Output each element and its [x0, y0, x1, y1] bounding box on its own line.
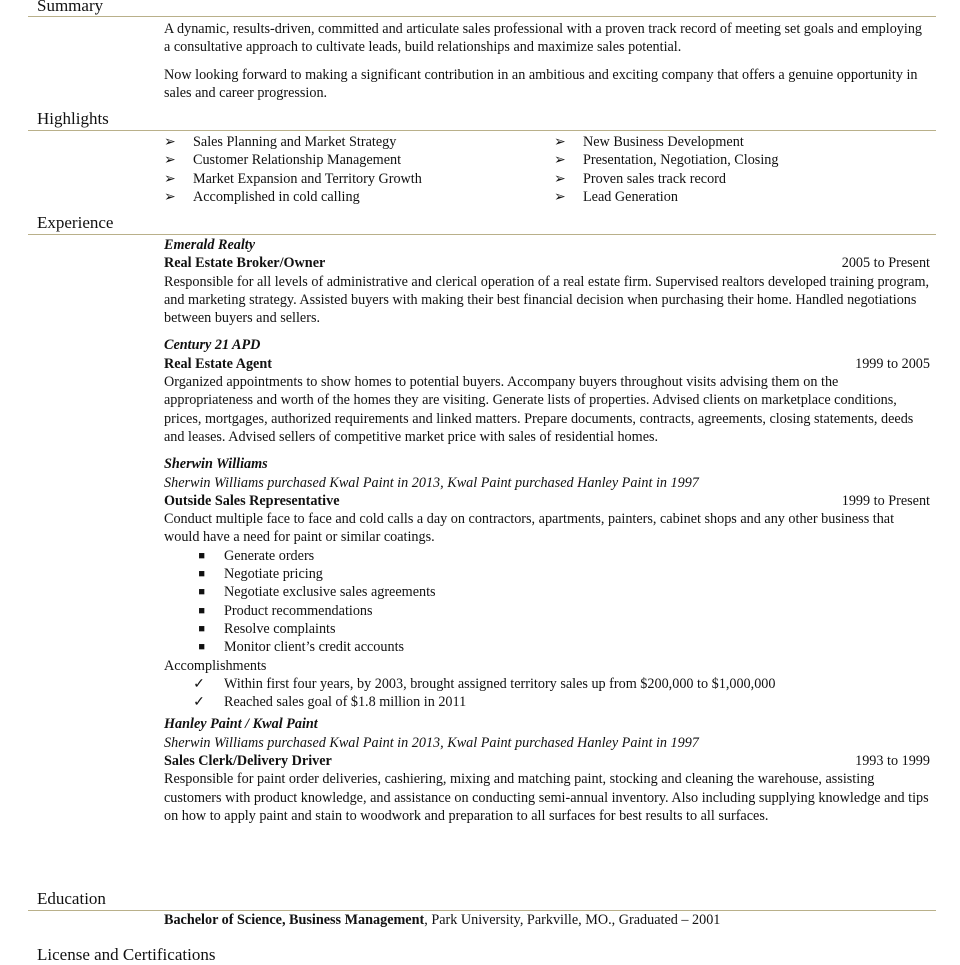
- education-block: [164, 911, 930, 929]
- list-item: ■ Resolve complaints: [164, 620, 930, 638]
- degree: Bachelor of Science, Business Management: [164, 912, 425, 928]
- square-bullet-icon: ■: [198, 549, 205, 562]
- list-item: ■ Monitor client’s credit accounts: [164, 638, 930, 656]
- highlight-item: ➢ Sales Planning and Market Strategy: [164, 134, 397, 150]
- highlight-item: ➢ Accomplished in cold calling: [164, 188, 360, 205]
- square-bullet-icon: ■: [198, 641, 205, 654]
- highlight-item: ➢ Proven sales track record: [554, 170, 726, 187]
- highlights-right-column: [554, 133, 778, 206]
- job-title: Real Estate Agent: [164, 355, 272, 372]
- section-title-summary: Summary: [37, 0, 104, 15]
- job-dates: 1999 to 2005: [855, 355, 930, 372]
- section-divider: [28, 234, 936, 235]
- list-item: ■ Product recommendations: [164, 602, 930, 620]
- summary-block: [164, 20, 930, 102]
- highlights-left-column: [164, 133, 422, 206]
- list-item: ■ Generate orders: [164, 547, 930, 565]
- duties-list: [164, 547, 930, 657]
- section-title-education: Education: [37, 889, 106, 908]
- job-title: Outside Sales Representative: [164, 492, 340, 509]
- section-divider: [28, 130, 936, 131]
- job-description: Responsible for paint order deliveries, cashiering, mixing and matching paint, stocking and cleaning the warehouse, assisting customers with product knowledge, and assistance on conducting semi-annual inventory. Also including supplying knowledge and tips on how to apply paint and stain to woodwork and preparation to all surfaces for best results to all surfaces.: [164, 771, 929, 824]
- job-dates: 1993 to 1999: [855, 753, 930, 770]
- job-description: Responsible for all levels of administrative and clerical operation of a real estate firm. Supervised realtors developed training program, and marketing strategy. Assisted buyers with making their best financial decision when purchasing their home. Handled negotiations between buyers and sellers.: [164, 273, 930, 327]
- company-name: Century 21 APD: [164, 337, 261, 354]
- square-bullet-icon: ■: [198, 586, 205, 599]
- company-note: Sherwin Williams purchased Kwal Paint in 2013, Kwal Paint purchased Hanley Paint in 1997: [164, 734, 699, 751]
- job-entry: [164, 236, 930, 327]
- checkmark-icon: ✓: [193, 694, 205, 711]
- square-bullet-icon: ■: [198, 568, 205, 581]
- square-bullet-icon: ■: [198, 604, 205, 617]
- square-bullet-icon: ■: [198, 622, 205, 635]
- highlight-item: ➢ Customer Relationship Management: [164, 152, 402, 169]
- arrow-bullet-icon: ➢: [164, 152, 176, 169]
- summary-paragraph-2: Now looking forward to making a significant contribution in an ambitious and exciting company that offers a genuine opportunity in sales and career progression.: [164, 66, 918, 101]
- arrow-bullet-icon: ➢: [554, 188, 566, 205]
- experience-block: [164, 236, 930, 825]
- checkmark-icon: ✓: [193, 675, 205, 692]
- arrow-bullet-icon: ➢: [554, 134, 566, 150]
- summary-paragraph-1: A dynamic, results-driven, committed and articulate sales professional with a proven track record of meeting set goals and employing a consultative approach to cultivate leads, build relationships and maximize sales potential.: [164, 21, 923, 56]
- section-divider: [28, 16, 936, 17]
- highlight-item: ➢ New Business Development: [554, 134, 744, 150]
- education-details: , Park University, Parkville, MO., Graduated – 2001: [424, 912, 721, 928]
- section-title-experience: Experience: [37, 213, 114, 232]
- arrow-bullet-icon: ➢: [554, 170, 566, 187]
- highlight-item: ➢ Presentation, Negotiation, Closing: [554, 152, 779, 169]
- arrow-bullet-icon: ➢: [164, 134, 176, 150]
- job-title: Real Estate Broker/Owner: [164, 255, 326, 272]
- list-item: ■ Negotiate pricing: [164, 565, 930, 583]
- arrow-bullet-icon: ➢: [164, 170, 176, 187]
- job-entry: [164, 455, 930, 711]
- company-name: Sherwin Williams: [164, 456, 268, 473]
- job-description: Organized appointments to show homes to potential buyers. Accompany buyers throughout visits advising them on the appropriateness and worth of the homes they are visiting. Generate lists of properties. Advised clients on marketplace conditions, prices, mortgages, authorized requirements and linked matters. Prepare documents, contracts, agreements, closing statements, deeds and leases. Advised sellers of competitive market price with sales of residential homes.: [164, 374, 914, 445]
- highlight-item: ➢ Lead Generation: [554, 188, 678, 205]
- section-title-highlights: Highlights: [37, 109, 109, 128]
- arrow-bullet-icon: ➢: [554, 152, 566, 169]
- company-note: Sherwin Williams purchased Kwal Paint in 2013, Kwal Paint purchased Hanley Paint in 1997: [164, 474, 699, 491]
- job-entry: [164, 336, 930, 446]
- company-name: Emerald Realty: [164, 237, 256, 253]
- job-description: Conduct multiple face to face and cold calls a day on contractors, apartments, painters, cabinet shops and any other business that would have a need for paint or similar coatings.: [164, 511, 895, 546]
- highlight-item: ➢ Market Expansion and Territory Growth: [164, 170, 422, 187]
- accomplishments-label: Accomplishments: [164, 657, 267, 674]
- arrow-bullet-icon: ➢: [164, 188, 176, 205]
- job-title: Sales Clerk/Delivery Driver: [164, 753, 332, 770]
- list-item: ✓ Reached sales goal of $1.8 million in 2011: [164, 693, 930, 711]
- job-entry: [164, 715, 930, 825]
- job-dates: 2005 to Present: [841, 255, 930, 272]
- accomplishments-list: [164, 675, 930, 712]
- job-dates: 1999 to Present: [841, 492, 930, 509]
- list-item: ✓ Within first four years, by 2003, brought assigned territory sales up from $200,000 to $1,000,000: [164, 675, 930, 693]
- section-title-license: License and Certifications: [37, 945, 216, 964]
- list-item: ■ Negotiate exclusive sales agreements: [164, 583, 930, 601]
- company-name: Hanley Paint / Kwal Paint: [164, 716, 318, 733]
